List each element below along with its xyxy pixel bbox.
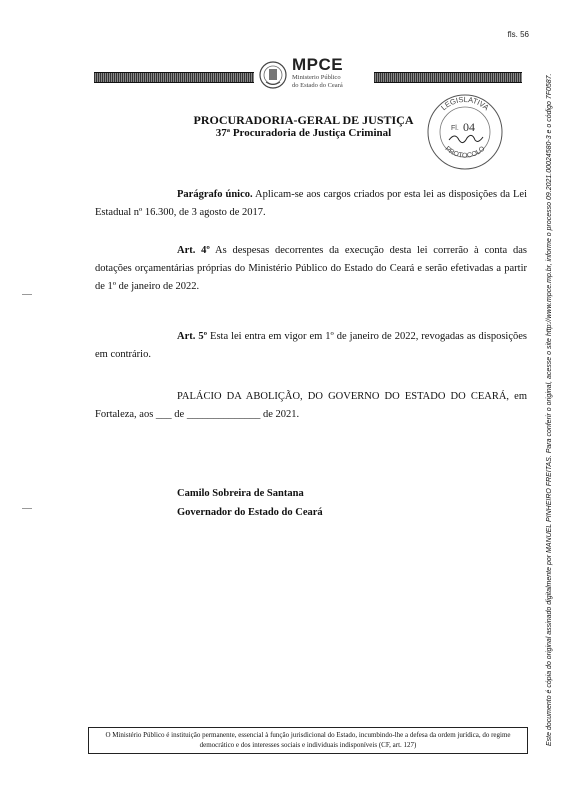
margin-mark (22, 508, 32, 509)
logo-subtitle-2: do Estado do Ceará (292, 82, 343, 89)
logo-subtitle-1: Ministerio Público (292, 74, 341, 81)
coat-of-arms-icon (258, 60, 288, 90)
header-subtitle: 37ª Procuradoria de Justiça Criminal (215, 127, 392, 139)
paragraph-text: Aplicam-se aos cargos criados por esta lei as disposições da Lei Estadual nº 16.300, de 3 agosto de 2017. (95, 189, 527, 218)
stamp-top-text: LEGISLATIVA (439, 94, 491, 113)
page-number-label: fls. 56 (507, 30, 529, 39)
margin-mark (22, 294, 32, 295)
closing-paragraph: PALÁCIO DA ABOLIÇÃO, DO GOVERNO DO ESTADO DO CEARÁ, em Fortaleza, aos ___ de ______________ de 2021. (95, 391, 527, 420)
header-band-right (374, 72, 522, 83)
protocol-stamp (425, 92, 505, 172)
signatory-title: Governador do Estado do Ceará (177, 507, 323, 518)
article-5 (95, 328, 527, 364)
article-4-label: Art. 4º (177, 245, 210, 256)
stamp-bottom-text: PROTOCOLO (443, 145, 487, 160)
article-5-label: Art. 5º (177, 331, 208, 342)
stamp-fl-value: 04 (463, 120, 475, 134)
svg-text:LEGISLATIVA (439, 95, 491, 112)
header-title: PROCURADORIA-GERAL DE JUSTIÇA (193, 113, 414, 127)
handwritten-signature (449, 135, 483, 142)
paragraph-unico (95, 186, 527, 222)
logo-title: MPCE (292, 55, 344, 74)
verification-side-note: Este documento é cópia do original assinado digitalmente por MANUEL PINHEIRO FREITAS. Para conferir o original, acesse o site http://www.mpce.mp.br, informe o processo 09.2021.00024580-3 e o código 7F0587. (546, 73, 553, 746)
side-note-container (545, 73, 555, 746)
article-4 (95, 242, 527, 296)
signatory-name: Camilo Sobreira de Santana (177, 488, 304, 499)
svg-text:PROTOCOLO (444, 145, 487, 160)
footer-box: O Ministério Público é instituição permanente, essencial à função jurisdicional do Estado, incumbindo-lhe a defesa da ordem jurídica, do regime democrático e dos interesses sociais e individuais indisponíveis (CF, art. 127) (88, 727, 528, 754)
stamp-fl-label: Fl. (451, 125, 459, 132)
header-band-left (94, 72, 254, 83)
article-4-text: As despesas decorrentes da execução desta lei correrão à conta das dotações orçamentárias próprias do Ministério Público do Estado do Ceará e serão efetivadas a partir de 1º de janeiro de 2022. (95, 245, 527, 292)
institution-logo (292, 56, 343, 90)
article-5-text: Esta lei entra em vigor em 1º de janeiro de 2022, revogadas as disposições em contrário. (95, 331, 527, 360)
paragraph-label: Parágrafo único. (177, 189, 253, 200)
